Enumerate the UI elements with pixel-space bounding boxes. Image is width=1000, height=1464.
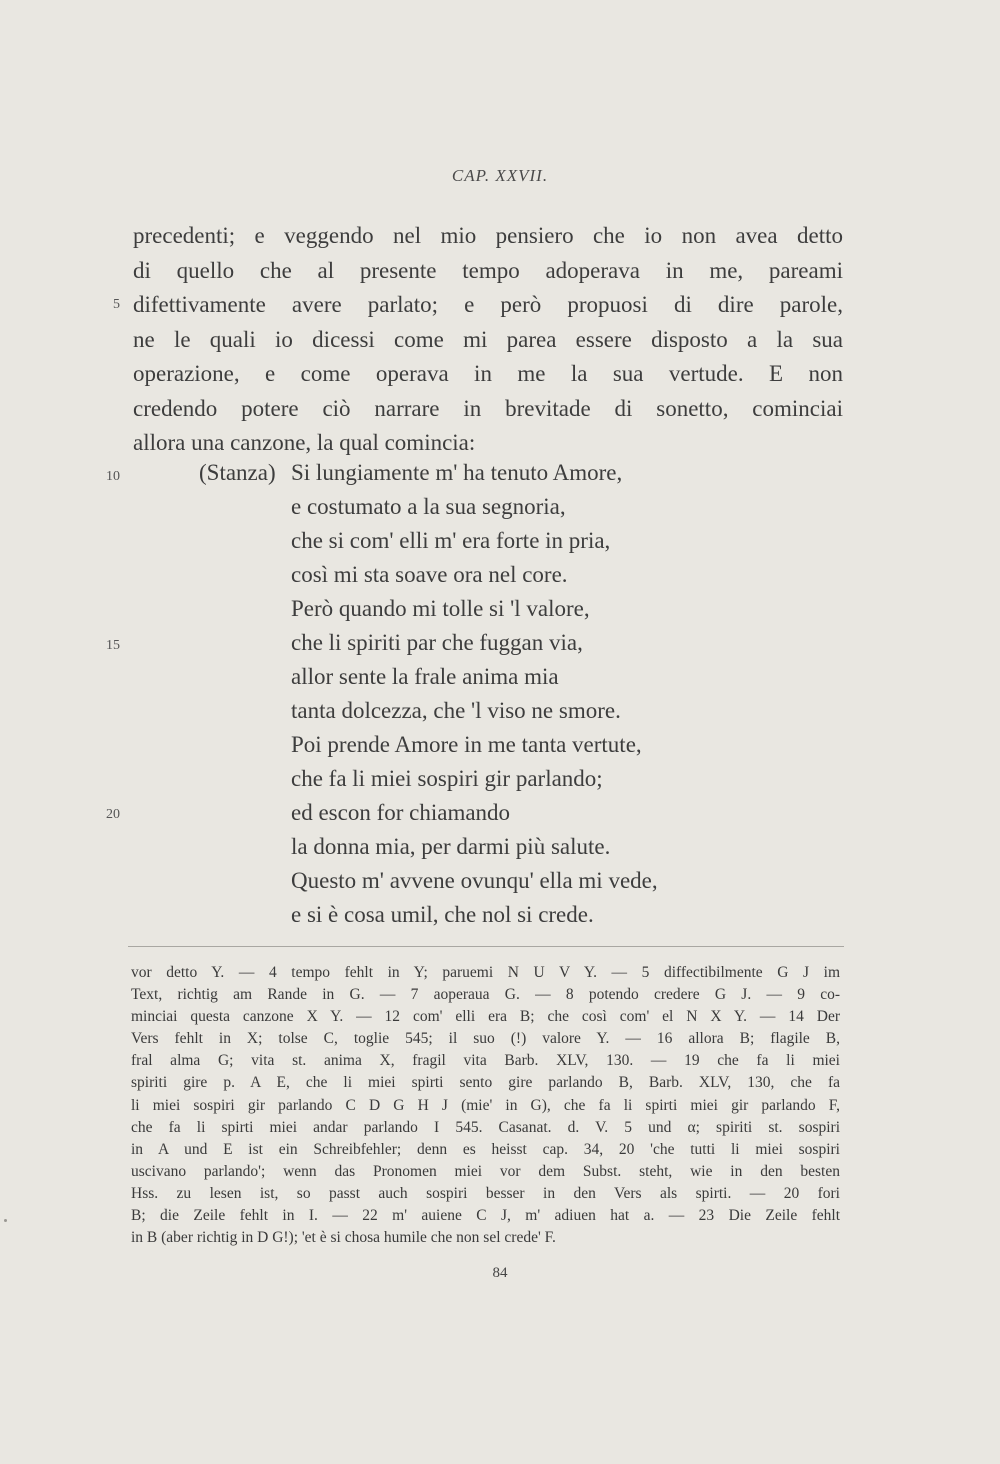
note-line: minciai questa canzone X Y. — 12 com' elli era B; che così com' el N X Y. — 14 Der [131, 1008, 840, 1026]
note-line: uscivano parlando'; wenn das Pronomen miei vor dem Subst. steht, wie in den besten [131, 1162, 840, 1180]
verse-line: tanta dolcezza, che 'l viso ne smore. [291, 698, 621, 723]
note-line: in B (aber richtig in D G!); 'et è si chosa humile che non sel crede' F. [131, 1229, 556, 1247]
verse-line: Si lungiamente m' ha tenuto Amore, [291, 460, 623, 485]
running-header: CAP. XXVII. [451, 166, 549, 185]
verse-line: così mi sta soave ora nel core. [291, 562, 568, 587]
note-line: spiriti gire p. A E, che li miei spirti sento gire parlando B, Barb. XLV, 130, che fa [131, 1074, 840, 1092]
stanza-label: (Stanza) [199, 460, 276, 485]
critical-apparatus [131, 962, 840, 1249]
footnote-divider [128, 946, 844, 947]
line-number: 20 [106, 807, 120, 822]
page-number: 84 [492, 1265, 508, 1281]
prose-line: di quello che al presente tempo adoperava in me, pareami [133, 257, 843, 283]
prose-paragraph [133, 219, 843, 461]
note-line: vor detto Y. — 4 tempo fehlt in Y; paruemi N U V Y. — 5 diffectibilmente G J im [131, 964, 840, 981]
verse-line: allor sente la frale anima mia [291, 664, 559, 689]
prose-line: difettivamente avere parlato; e però propuosi di dire parole, [133, 292, 843, 317]
verse-line: la donna mia, per darmi più salute. [291, 834, 611, 859]
prose-line: ne le quali io dicessi come mi parea essere disposto a la sua [133, 326, 843, 352]
verse-line: Questo m' avvene ovunqu' ella mi vede, [291, 868, 658, 893]
note-line: in A und E ist ein Schreibfehler; denn es heisst cap. 34, 20 'che tutti li miei sospiri [131, 1140, 840, 1158]
verse-line: che fa li miei sospiri gir parlando; [291, 766, 603, 791]
prose-line: precedenti; e veggendo nel mio pensiero che io non avea detto [133, 223, 843, 248]
prose-line: credendo potere ciò narrare in brevitade di sonetto, cominciai [133, 395, 843, 421]
paper-speck [4, 1219, 7, 1222]
note-line: li miei sospiri gir parlando C D G H J (mie' in G), che fa li spirti miei gir parlando F, [131, 1096, 840, 1114]
verse-line: Poi prende Amore in me tanta vertute, [291, 732, 642, 757]
note-line: Text, richtig am Rande in G. — 7 aoperaua G. — 8 potendo credere G J. — 9 co- [131, 986, 840, 1004]
note-line: fral alma G; vita st. anima X, fragil vita Barb. XLV, 130. — 19 che fa li miei [131, 1052, 840, 1070]
prose-line: operazione, e come operava in me la sua vertude. E non [133, 361, 843, 386]
note-line: Vers fehlt in X; tolse C, toglie 545; il suo (!) valore Y. — 16 allora B; flagile B, [131, 1030, 840, 1048]
prose-line: allora una canzone, la qual comincia: [133, 430, 476, 455]
line-number: 10 [106, 469, 120, 484]
note-line: che fa li spirti miei andar parlando I 545. Casanat. d. V. 5 und α; spiriti st. sospiri [131, 1118, 840, 1136]
verse-line: Però quando mi tolle si 'l valore, [291, 596, 590, 621]
verse-line: ed escon for chiamando [291, 800, 511, 825]
note-line: B; die Zeile fehlt in I. — 22 m' auiene C J, m' adiuen hat a. — 23 Die Zeile fehlt [131, 1207, 840, 1225]
line-number: 15 [106, 638, 120, 653]
verse-line: e si è cosa umil, che nol si crede. [291, 902, 594, 927]
verse-line: e costumato a la sua segnoria, [291, 494, 566, 519]
note-line: Hss. zu lesen ist, so passt auch sospiri besser in den Vers als spirti. — 20 fori [131, 1184, 840, 1202]
line-number: 5 [113, 297, 120, 312]
verse-line: che si com' elli m' era forte in pria, [291, 528, 611, 553]
verse-line: che li spiriti par che fuggan via, [291, 630, 583, 655]
